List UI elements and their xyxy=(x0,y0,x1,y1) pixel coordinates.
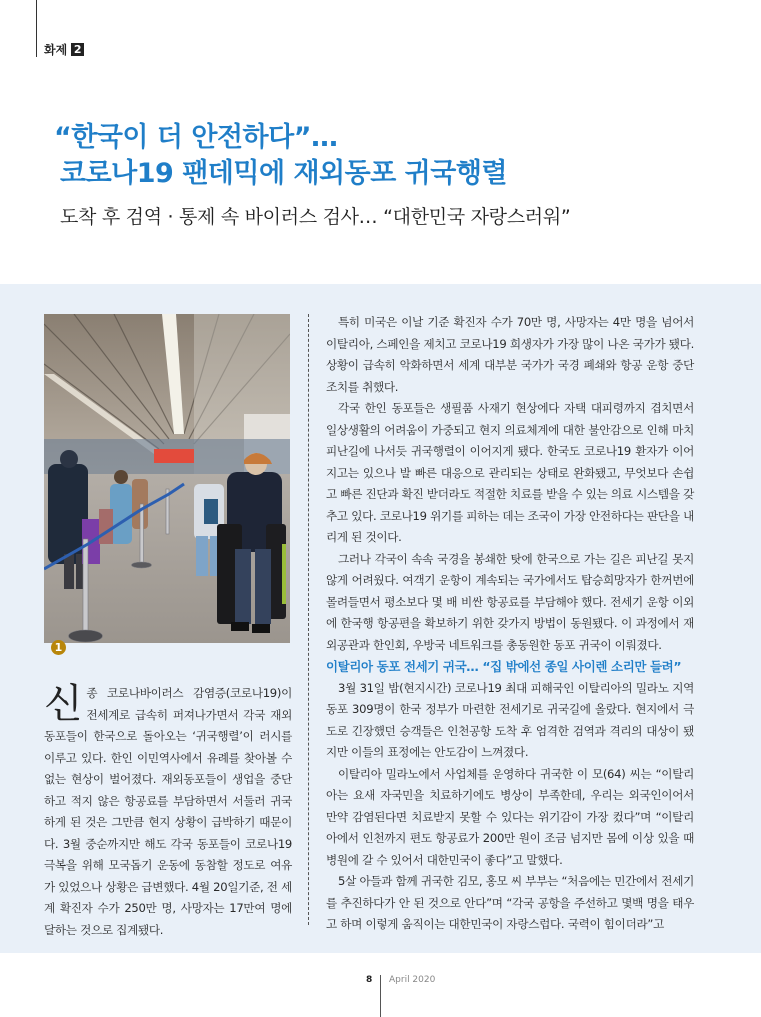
footer-rule xyxy=(380,975,381,1017)
lead-paragraph xyxy=(44,683,292,941)
left-column xyxy=(44,683,292,941)
paragraph: 각국 한인 동포들은 생필품 사재기 현상에다 자택 대피령까지 겹치면서 일상생활의 어려움이 가중되고 현지 의료체계에 대한 불안감으로 인해 마치 피난길에 나서듯 귀국행렬이 이어지게 됐다. 한국도 코로나19 환자가 이어지고는 있으나 발 빠른 대응으로 관리되는 상태로 완화됐고, 무엇보다 손쉽고 빠른 진단과 확진 받더라도 적절한 치료를 받을 수 있는 의료 시스템을 갖추고 있다. 코로나19 위기를 피하는 데는 조국이 가장 안전하다는 판단을 내리게 된 것이다. xyxy=(326,401,694,544)
right-column xyxy=(326,312,694,936)
airport-queue-photo xyxy=(44,314,290,643)
paragraph: 특히 미국은 이날 기준 확진자 수가 70만 명, 사망자는 4만 명을 넘어서 이탈리아, 스페인을 제치고 코로나19 희생자가 가장 많이 나온 국가가 됐다. 상황이 급속히 악화하면서 세계 대부분 국가가 국경 폐쇄와 항공 운항 중단조치를 취했다. xyxy=(326,315,694,394)
paragraph: 5살 아들과 함께 귀국한 김모, 홍모 씨 부부는 “처음에는 민간에서 전세기를 추진하다가 안 된 것으로 안다”며 “각국 공항을 주선하고 몇백 명을 태우고 하며 이렇게 움직이는 대한민국이 자랑스럽다. 국력이 힘이더라”고 xyxy=(326,874,694,931)
paragraph: 3월 31일 밤(현지시간) 코로나19 최대 피해국인 이탈리아의 밀라노 지역 동포 309명이 한국 정부가 마련한 전세기로 귀국길에 올랐다. 현지에서 극도로 긴장했던 승객들은 인천공항 도착 후 엄격한 검역과 격리의 대상이 됐지만 이들의 표정에는 안도감이 느껴졌다. xyxy=(326,680,694,759)
paragraph: 그러나 각국이 속속 국경을 봉쇄한 탓에 한국으로 가는 길은 피난길 못지않게 어려웠다. 여객기 운항이 계속되는 국가에서도 탑승희망자가 한꺼번에 몰려들면서 평소보다 몇 배 비싼 항공료를 부담해야 했다. 전세기 운항 이외에 한국행 항공편을 확보하기 위한 갖가지 방법이 동원됐다. 이 과정에서 재외공관과 한인회, 우방국 네트워크를 총동원한 동포 귀국이 이뤄졌다. xyxy=(326,551,694,652)
article-subtitle: 도착 후 검역 · 통제 속 바이러스 검사… “대한민국 자랑스러워” xyxy=(60,206,571,228)
lead-paragraph-text: 종 코로나바이러스 감염증(코로나19)이 전세계로 급속히 퍼져나가면서 각국 재외동포들이 한국으로 돌아오는 ‘귀국행렬’이 러시를 이루고 있다. 한인 이민역사에서 유례를 찾아볼 수 없는 현상이 벌어졌다. 재외동포들이 생업을 중단하고 적지 않은 항공료를 부담하면서 서둘러 귀국하게 된 것은 그만큼 현지 상황이 급박하기 때문이다. 3월 중순까지만 해도 각국 동포들이 코로나19 극복을 위해 모국돕기 운동에 동참할 정도로 여유가 있었으나 상황은 급변했다. 4월 20일기준, 전 세계 확진자 수가 250만 명, 사망자는 17만여 명에 달하는 것으로 집계됐다. xyxy=(44,686,292,937)
article-title xyxy=(54,120,508,192)
title-line-1: “한국이 더 안전하다”… xyxy=(54,122,338,153)
section-subhead: 이탈리아 동포 전세기 귀국… “집 밖에선 종일 사이렌 소리만 들려” xyxy=(326,659,682,674)
paragraph: 이탈리아 밀라노에서 사업체를 운영하다 귀국한 이 모(64) 씨는 “이탈리아는 요새 자국민을 치료하기에도 병상이 부족한데, 우리는 외국인이어서 만약 감염된다면 치료받지 못할 수 있다는 위기감이 가장 컸다”며 “이탈리아에서 인천까지 편도 항공료가 200만 원이 조금 넘지만 몸에 이상 있을 때 병원에 갈 수 있어서 대한민국이 좋다”고 말했다. xyxy=(326,766,694,867)
title-line-2: 코로나19 팬데믹에 재외동포 귀국행렬 xyxy=(60,158,508,189)
photo-number-badge: 1 xyxy=(51,640,66,655)
section-label xyxy=(44,41,84,58)
section-number-badge: 2 xyxy=(71,43,84,56)
page-number: 8 xyxy=(366,975,373,985)
column-divider xyxy=(308,314,309,925)
header-rule xyxy=(36,0,37,57)
photo-illustration xyxy=(44,314,290,643)
drop-cap: 신 xyxy=(44,681,83,727)
section-label-text: 화제 xyxy=(44,43,68,57)
issue-date: April 2020 xyxy=(389,975,436,985)
